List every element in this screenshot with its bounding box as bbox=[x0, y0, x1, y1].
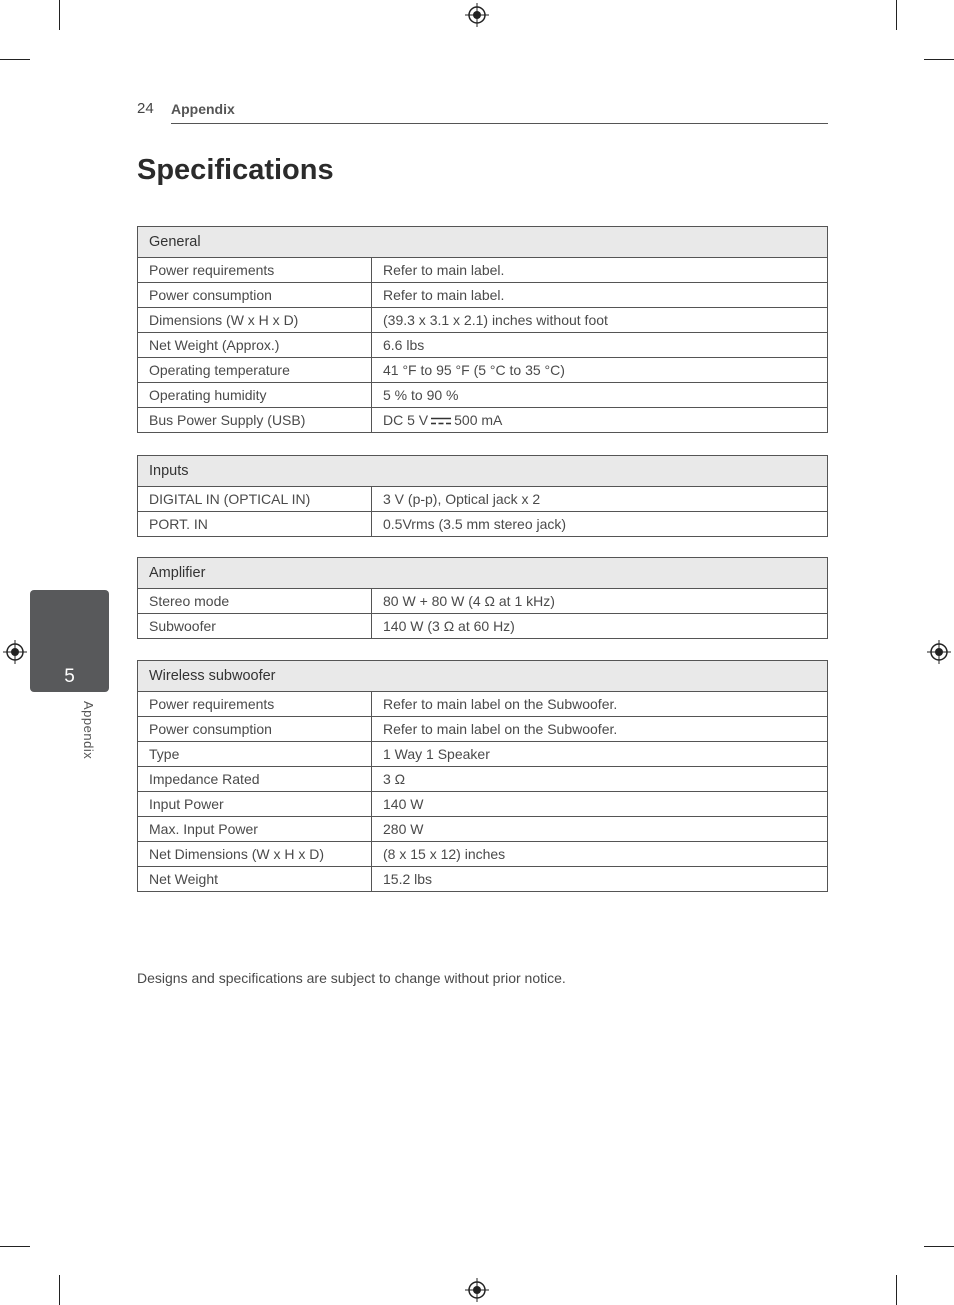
crop-mark bbox=[0, 59, 30, 60]
spec-value: 80 W + 80 W (4 Ω at 1 kHz) bbox=[372, 589, 828, 614]
table-row bbox=[138, 487, 828, 512]
spec-value: 0.5Vrms (3.5 mm stereo jack) bbox=[372, 512, 828, 537]
general-spec-table bbox=[137, 226, 828, 433]
spec-label: Input Power bbox=[138, 792, 372, 817]
table-row bbox=[138, 283, 828, 308]
table-row bbox=[138, 333, 828, 358]
spec-label: DIGITAL IN (OPTICAL IN) bbox=[138, 487, 372, 512]
crop-mark bbox=[924, 59, 954, 60]
inputs-spec-table bbox=[137, 455, 828, 537]
header-section-name: Appendix bbox=[171, 101, 235, 117]
spec-value: 140 W (3 Ω at 60 Hz) bbox=[372, 614, 828, 639]
spec-label: Subwoofer bbox=[138, 614, 372, 639]
crop-mark bbox=[924, 1246, 954, 1247]
spec-label: Power requirements bbox=[138, 258, 372, 283]
table-row bbox=[138, 717, 828, 742]
table-row bbox=[138, 867, 828, 892]
spec-value: (8 x 15 x 12) inches bbox=[372, 842, 828, 867]
spec-value: 3 V (p-p), Optical jack x 2 bbox=[372, 487, 828, 512]
spec-label: Net Dimensions (W x H x D) bbox=[138, 842, 372, 867]
spec-label: PORT. IN bbox=[138, 512, 372, 537]
crop-mark bbox=[59, 0, 60, 30]
spec-label: Bus Power Supply (USB) bbox=[138, 408, 372, 433]
value-prefix: DC 5 V bbox=[383, 412, 429, 428]
crop-mark bbox=[896, 0, 897, 30]
spec-value: 140 W bbox=[372, 792, 828, 817]
spec-value: 1 Way 1 Speaker bbox=[372, 742, 828, 767]
table-row bbox=[138, 512, 828, 537]
spec-value: Refer to main label. bbox=[372, 283, 828, 308]
running-header bbox=[137, 100, 828, 124]
spec-value: 5 % to 90 % bbox=[372, 383, 828, 408]
spec-value: 3 Ω bbox=[372, 767, 828, 792]
spec-value bbox=[372, 408, 828, 433]
chapter-tab bbox=[30, 590, 109, 692]
amplifier-spec-table bbox=[137, 557, 828, 639]
table-row bbox=[138, 358, 828, 383]
spec-value: 15.2 lbs bbox=[372, 867, 828, 892]
table-row bbox=[138, 383, 828, 408]
spec-label: Power consumption bbox=[138, 717, 372, 742]
chapter-label: Appendix bbox=[81, 701, 96, 760]
spec-label: Net Weight bbox=[138, 867, 372, 892]
table-row bbox=[138, 842, 828, 867]
change-notice: Designs and specifications are subject to change without prior notice. bbox=[137, 970, 566, 986]
table-row bbox=[138, 692, 828, 717]
registration-mark-icon bbox=[465, 3, 489, 27]
spec-value: Refer to main label on the Subwoofer. bbox=[372, 717, 828, 742]
table-row bbox=[138, 258, 828, 283]
table-row bbox=[138, 792, 828, 817]
header-rule bbox=[171, 123, 828, 124]
table-row bbox=[138, 817, 828, 842]
registration-mark-icon bbox=[465, 1278, 489, 1302]
crop-mark bbox=[0, 1246, 30, 1247]
table-heading: Inputs bbox=[138, 456, 828, 487]
table-row bbox=[138, 614, 828, 639]
spec-value: Refer to main label on the Subwoofer. bbox=[372, 692, 828, 717]
registration-mark-icon bbox=[927, 640, 951, 664]
spec-label: Stereo mode bbox=[138, 589, 372, 614]
chapter-number: 5 bbox=[64, 666, 75, 687]
page-title: Specifications bbox=[137, 154, 334, 186]
crop-mark bbox=[59, 1275, 60, 1305]
value-suffix: 500 mA bbox=[454, 412, 503, 428]
spec-value: Refer to main label. bbox=[372, 258, 828, 283]
table-heading: General bbox=[138, 227, 828, 258]
spec-value: (39.3 x 3.1 x 2.1) inches without foot bbox=[372, 308, 828, 333]
spec-label: Net Weight (Approx.) bbox=[138, 333, 372, 358]
table-row bbox=[138, 589, 828, 614]
spec-label: Impedance Rated bbox=[138, 767, 372, 792]
spec-label: Operating humidity bbox=[138, 383, 372, 408]
dc-current-icon bbox=[431, 417, 451, 425]
spec-value: 280 W bbox=[372, 817, 828, 842]
spec-label: Type bbox=[138, 742, 372, 767]
spec-label: Dimensions (W x H x D) bbox=[138, 308, 372, 333]
page-number: 24 bbox=[137, 100, 154, 117]
table-row bbox=[138, 308, 828, 333]
spec-value: 41 °F to 95 °F (5 °C to 35 °C) bbox=[372, 358, 828, 383]
table-heading: Amplifier bbox=[138, 558, 828, 589]
table-row bbox=[138, 408, 828, 433]
table-heading: Wireless subwoofer bbox=[138, 661, 828, 692]
table-row bbox=[138, 742, 828, 767]
crop-mark bbox=[896, 1275, 897, 1305]
table-row bbox=[138, 767, 828, 792]
spec-label: Operating temperature bbox=[138, 358, 372, 383]
spec-label: Power requirements bbox=[138, 692, 372, 717]
registration-mark-icon bbox=[3, 640, 27, 664]
wireless-subwoofer-spec-table bbox=[137, 660, 828, 892]
spec-value: 6.6 lbs bbox=[372, 333, 828, 358]
spec-label: Max. Input Power bbox=[138, 817, 372, 842]
spec-label: Power consumption bbox=[138, 283, 372, 308]
